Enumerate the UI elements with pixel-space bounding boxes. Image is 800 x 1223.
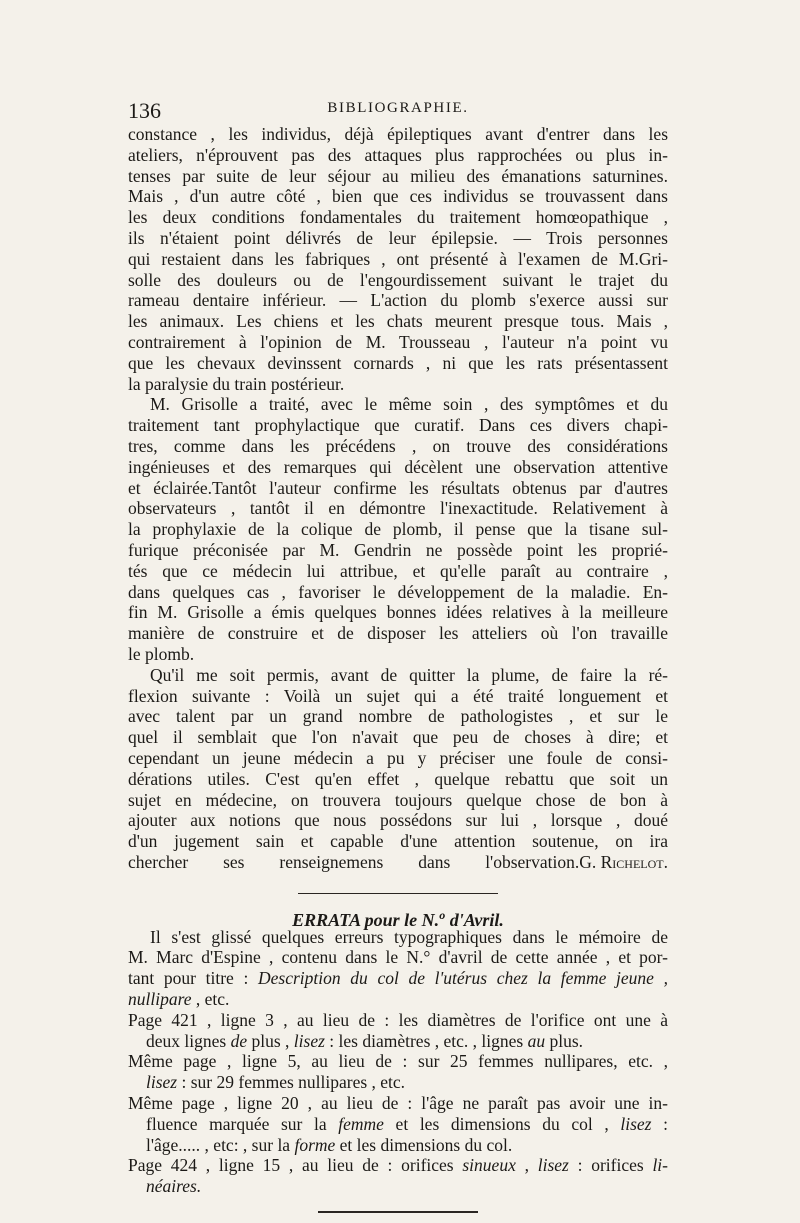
separator <box>128 873 668 903</box>
errata-intro-line: Il s'est glissé quelques erreurs typographiques dans le mémoire de <box>150 926 668 947</box>
text-line: tenses par suite de leur séjour au milieu des émanations saturnines. <box>128 165 668 186</box>
errata-entry-line: Page 421 , ligne 3 , au lieu de : les diamètres de l'orifice ont une à <box>128 1009 668 1030</box>
text-line: et éclairée.Tantôt l'auteur confirme les résultats obtenus par d'autres <box>128 477 668 498</box>
text-line: ingénieuses et des remarques qui décèlent une observation attentive <box>128 456 668 477</box>
page-header <box>128 98 668 124</box>
text-line: Qu'il me soit permis, avant de quitter la plume, de faire la ré- <box>150 664 668 685</box>
text-line: manière de construire et de disposer les atteliers où l'on travaille <box>128 623 668 644</box>
text-line: furique préconisée par M. Gendrin ne possède point les proprié- <box>128 539 668 560</box>
text-line: avec talent par un grand nombre de pathologistes , et sur le <box>128 706 668 727</box>
text-line: ajouter aux notions que nous possédons sur lui , lorsque , doué <box>128 810 668 831</box>
text-line: la paralysie du train postérieur. <box>128 373 345 394</box>
text-line: la prophylaxie de la colique de plomb, il pense que la tisane sul- <box>128 519 668 540</box>
text-line: les deux conditions fondamentales du traitement homœopathique , <box>128 207 668 228</box>
errata-entry-line: fluence marquée sur la femme et les dimensions du col , lisez : <box>146 1113 668 1134</box>
text-line: cependant un jeune médecin a pu y préciser une foule de consi- <box>128 747 668 768</box>
text-line: ils n'étaient point délivrés de leur épilepsie. — Trois personnes <box>128 227 668 248</box>
text-line: constance , les individus, déjà épileptiques avant d'entrer dans les <box>128 124 668 144</box>
signature: G. Richelot. <box>579 851 668 872</box>
errata-entry-line: Page 424 , ligne 15 , au lieu de : orifices sinueux , lisez : orifices li- <box>128 1155 668 1176</box>
review-text <box>128 124 668 852</box>
text-line: traitement tant prophylactique que curatif. Dans ces divers chapi- <box>128 415 668 436</box>
text-line: qui restaient dans les fabriques , ont présenté à l'examen de M.Gri- <box>128 248 668 269</box>
errata-intro-line: nullipare , etc. <box>128 989 230 1010</box>
text-line: flexion suivante : Voilà un sujet qui a été traité longuement et <box>128 685 668 706</box>
text-line: quel il semblait que l'on n'avait que peu de choses à dire; et <box>128 727 668 748</box>
text-line: fin M. Grisolle a émis quelques bonnes idées relatives à la meilleure <box>128 602 668 623</box>
text-line: tés que ce médecin lui attribue, et qu'elle paraît au contraire , <box>128 560 668 581</box>
text-line: solle des douleurs ou de l'engourdissement suivant le trajet du <box>128 269 668 290</box>
errata-entry-line: lisez : sur 29 femmes nullipares , etc. <box>146 1072 406 1093</box>
errata-entry-line: Même page , ligne 20 , au lieu de : l'âge ne paraît pas avoir une in- <box>128 1093 668 1114</box>
errata-intro-line: tant pour titre : Description du col de l'utérus chez la femme jeune , <box>128 968 668 989</box>
errata-intro-line: M. Marc d'Espine , contenu dans le N.° d'avril de cette année , et por- <box>128 947 668 968</box>
text-line: rameau dentaire inférieur. — L'action du plomb s'exerce aussi sur <box>128 290 668 311</box>
text-line: d'un jugement sain et capable d'une attention soutenue, on ira <box>128 831 668 852</box>
review-closing-line: chercher ses renseignemens dans l'observation. <box>128 851 580 872</box>
review-last-line <box>128 852 668 873</box>
errata-entry-line: l'âge..... , etc: , sur la forme et les dimensions du col. <box>146 1134 513 1155</box>
text-line: ateliers, n'éprouvent pas des attaques plus rapprochées ou plus in- <box>128 144 668 165</box>
body-text <box>128 124 668 1223</box>
text-line: le plomb. <box>128 643 195 664</box>
errata-title: ERRATA pour le N.$^o$ d'Avril. <box>292 907 504 930</box>
text-line: que les chevaux devinssent cornards , ni que les rats présentassent <box>128 352 668 373</box>
text-line: observateurs , tantôt il en démontre l'inexactitude. Relativement à <box>128 498 668 519</box>
text-line: tres, comme dans les précédens , on trouve des considérations <box>128 435 668 456</box>
text-line: M. Grisolle a traité, avec le même soin , des symptômes et du <box>150 394 668 415</box>
errata-entry-line: néaires. <box>146 1176 202 1197</box>
text-line: dans quelques cas , favoriser le développement de la maladie. En- <box>128 581 668 602</box>
end-separator <box>128 1197 668 1223</box>
running-title: BIBLIOGRAPHIE. <box>327 100 469 116</box>
text-line: sujet en médecine, on trouvera toujours quelque chose de bon à <box>128 789 668 810</box>
page-number: 136 <box>128 98 161 123</box>
text-line: les animaux. Les chiens et les chats meurent presque tous. Mais , <box>128 311 668 332</box>
text-line: dérations utiles. C'est qu'en effet , quelque rebattu que soit un <box>128 768 668 789</box>
errata-entry-line: Même page , ligne 5, au lieu de : sur 25 femmes nullipares, etc. , <box>128 1051 668 1072</box>
text-line: Mais , d'un autre côté , bien que ces individus se trouvassent dans <box>128 186 668 207</box>
errata-entry-line: deux lignes de plus , lisez : les diamètres , etc. , lignes au plus. <box>146 1030 584 1051</box>
text-line: contrairement à l'opinion de M. Trousseau , l'auteur n'a point vu <box>128 331 668 352</box>
